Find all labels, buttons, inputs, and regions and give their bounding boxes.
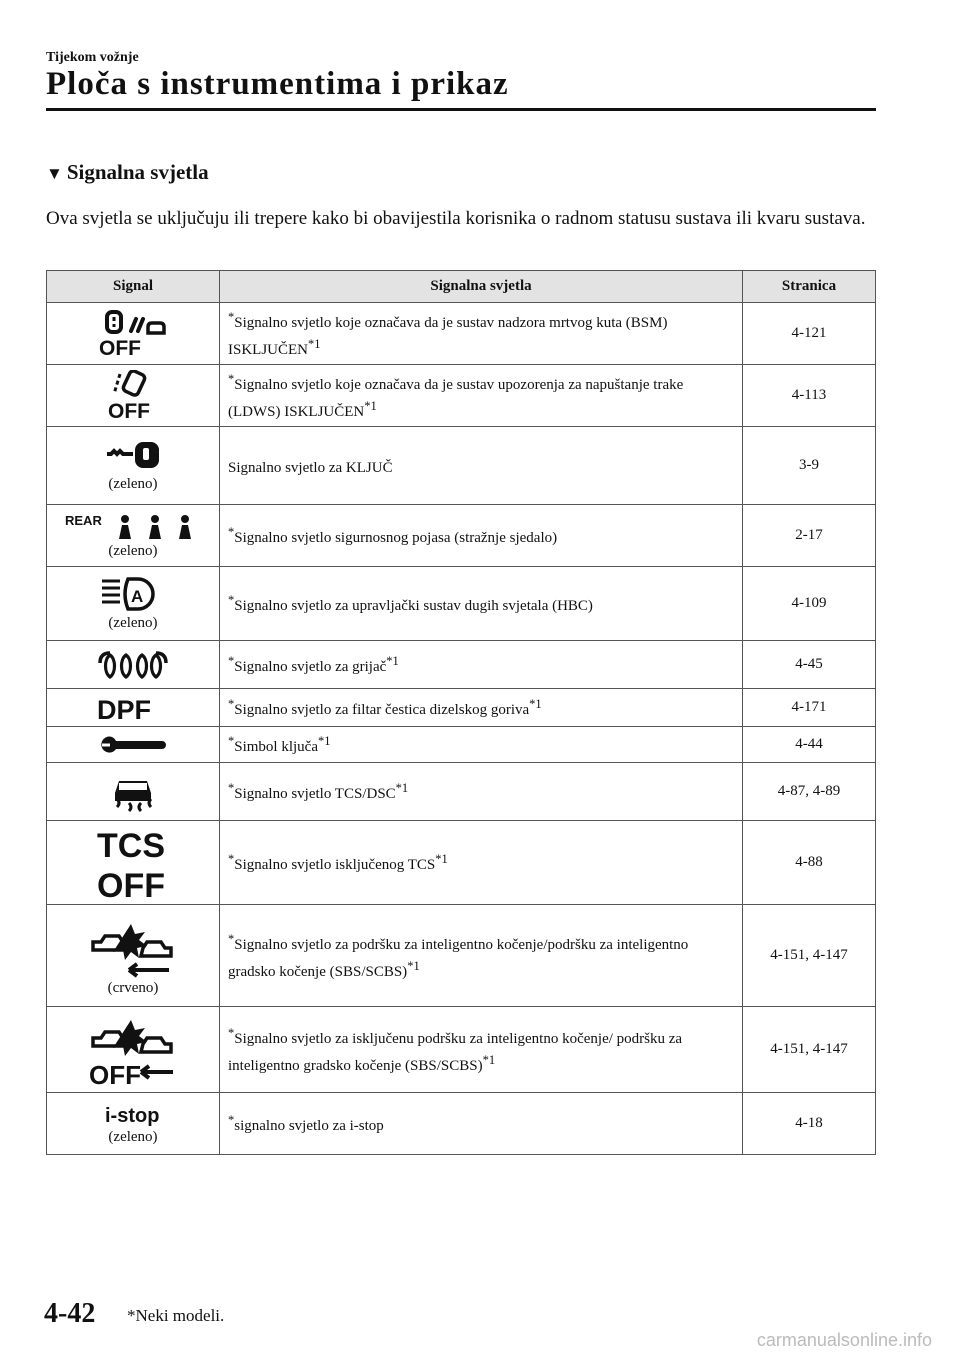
signal-cell	[47, 567, 220, 641]
description-cell: *Signalno svjetlo za isključenu podršku za inteligentno kočenje/ podršku za inteligentno gradsko kočenje (SBS/SCBS)$^{*1}$	[220, 1007, 743, 1093]
signal-cell	[47, 303, 220, 365]
description-cell: *Simbol ključa$^{*1}$	[220, 727, 743, 763]
description-cell: Signalno svjetlo za KLJUČ	[220, 427, 743, 505]
page-cell: 2-17	[743, 505, 876, 567]
page-number: 4-42	[44, 1298, 96, 1329]
page-cell: 4-44	[743, 727, 876, 763]
page-cell: 4-151, 4-147	[743, 1007, 876, 1093]
svg-text:OFF: OFF	[108, 399, 150, 422]
table-row	[47, 905, 876, 1007]
tcs-off-icon	[93, 825, 173, 901]
off-label: OFF	[97, 866, 165, 901]
description-cell: *Signalno svjetlo sigurnosnog pojasa (stražnje sjedalo)	[220, 505, 743, 567]
key-icon	[103, 438, 163, 474]
header-signal: Signal	[47, 271, 220, 303]
table-row	[47, 763, 876, 821]
rear-label: REAR	[65, 513, 102, 528]
triangle-marker-icon: ▼	[46, 164, 63, 183]
title-divider	[46, 108, 876, 111]
table-row	[47, 641, 876, 689]
signal-cell	[47, 689, 220, 727]
svg-text:OFF: OFF	[89, 1059, 141, 1088]
table-row	[47, 727, 876, 763]
color-label: (zeleno)	[108, 476, 158, 492]
description-cell: *Signalno svjetlo za upravljački sustav dugih svjetala (HBC)	[220, 567, 743, 641]
table-header-row	[47, 271, 876, 303]
page-cell: 4-151, 4-147	[743, 905, 876, 1007]
signal-cell	[47, 905, 220, 1007]
signal-cell	[47, 505, 220, 567]
glow-plug-icon	[96, 649, 170, 681]
section-label: Tijekom vožnje	[46, 50, 139, 65]
i-stop-label: i-stop	[105, 1105, 160, 1127]
table-row	[47, 821, 876, 905]
wrench-icon	[98, 733, 168, 757]
table-row	[47, 365, 876, 427]
page-cell: 4-171	[743, 689, 876, 727]
description-cell: *Signalno svjetlo TCS/DSC$^{*1}$	[220, 763, 743, 821]
sbs-off-icon	[85, 1012, 181, 1088]
page-cell: 3-9	[743, 427, 876, 505]
description-cell: *Signalno svjetlo koje označava da je sustav upozorenja za napuštanje trake (LDWS) ISKLJUČEN$^{*1}$	[220, 365, 743, 427]
header-page: Stranica	[743, 271, 876, 303]
tcs-label: TCS	[97, 826, 165, 865]
table-row	[47, 689, 876, 727]
rear-seatbelt-icon	[63, 511, 203, 541]
signal-cell	[47, 641, 220, 689]
i-stop-icon	[103, 1101, 163, 1127]
table-row	[47, 1093, 876, 1155]
description-cell: *signalno svjetlo za i-stop	[220, 1093, 743, 1155]
signal-cell	[47, 1093, 220, 1155]
tcs-dsc-icon	[101, 769, 165, 815]
signal-cell	[47, 821, 220, 905]
svg-text:A: A	[131, 587, 144, 606]
color-label: (crveno)	[107, 980, 159, 996]
table-row	[47, 505, 876, 567]
table-row	[47, 567, 876, 641]
bsm-off-icon	[93, 309, 173, 359]
signal-table	[46, 270, 876, 1155]
page-cell: 4-87, 4-89	[743, 763, 876, 821]
table-row	[47, 303, 876, 365]
description-cell: *Signalno svjetlo isključenog TCS$^{*1}$	[220, 821, 743, 905]
page-title: Ploča s instrumentima i prikaz	[46, 66, 509, 102]
header-description: Signalna svjetla	[220, 271, 743, 303]
intro-paragraph: Ova svjetla se uključuju ili trepere kako bi obavijestila korisnika o radnom statusu sustava ili kvaru sustava.	[46, 208, 866, 229]
dpf-icon	[95, 694, 171, 722]
signal-cell	[47, 727, 220, 763]
signal-cell	[47, 763, 220, 821]
svg-text:OFF: OFF	[99, 336, 141, 359]
page-cell: 4-121	[743, 303, 876, 365]
page-cell: 4-18	[743, 1093, 876, 1155]
page-cell: 4-113	[743, 365, 876, 427]
description-cell: *Signalno svjetlo koje označava da je sustav nadzora mrtvog kuta (BSM) ISKLJUČEN$^{*1}$	[220, 303, 743, 365]
page-cell: 4-45	[743, 641, 876, 689]
description-cell: *Signalno svjetlo za filtar čestica dizelskog goriva$^{*1}$	[220, 689, 743, 727]
signal-cell	[47, 427, 220, 505]
hbc-icon	[98, 575, 168, 613]
color-label: (zeleno)	[108, 543, 158, 559]
footnote: *Neki modeli.	[127, 1306, 225, 1325]
page-cell: 4-109	[743, 567, 876, 641]
signal-cell	[47, 1007, 220, 1093]
subsection-heading	[46, 160, 209, 185]
dpf-label: DPF	[97, 694, 151, 722]
description-cell: *Signalno svjetlo za grijač$^{*1}$	[220, 641, 743, 689]
page-cell: 4-88	[743, 821, 876, 905]
watermark: carmanualsonline.info	[756, 1330, 932, 1350]
description-cell: *Signalno svjetlo za podršku za inteligentno kočenje/podršku za inteligentno gradsko kočenje (SBS/SCBS)$^{*1}$	[220, 905, 743, 1007]
signal-cell	[47, 365, 220, 427]
table-row	[47, 427, 876, 505]
ldws-off-icon	[98, 370, 168, 422]
sbs-icon	[85, 914, 181, 978]
color-label: (zeleno)	[108, 615, 158, 631]
subsection-title: Signalna svjetla	[66, 160, 209, 184]
table-row	[47, 1007, 876, 1093]
color-label: (zeleno)	[108, 1129, 158, 1145]
